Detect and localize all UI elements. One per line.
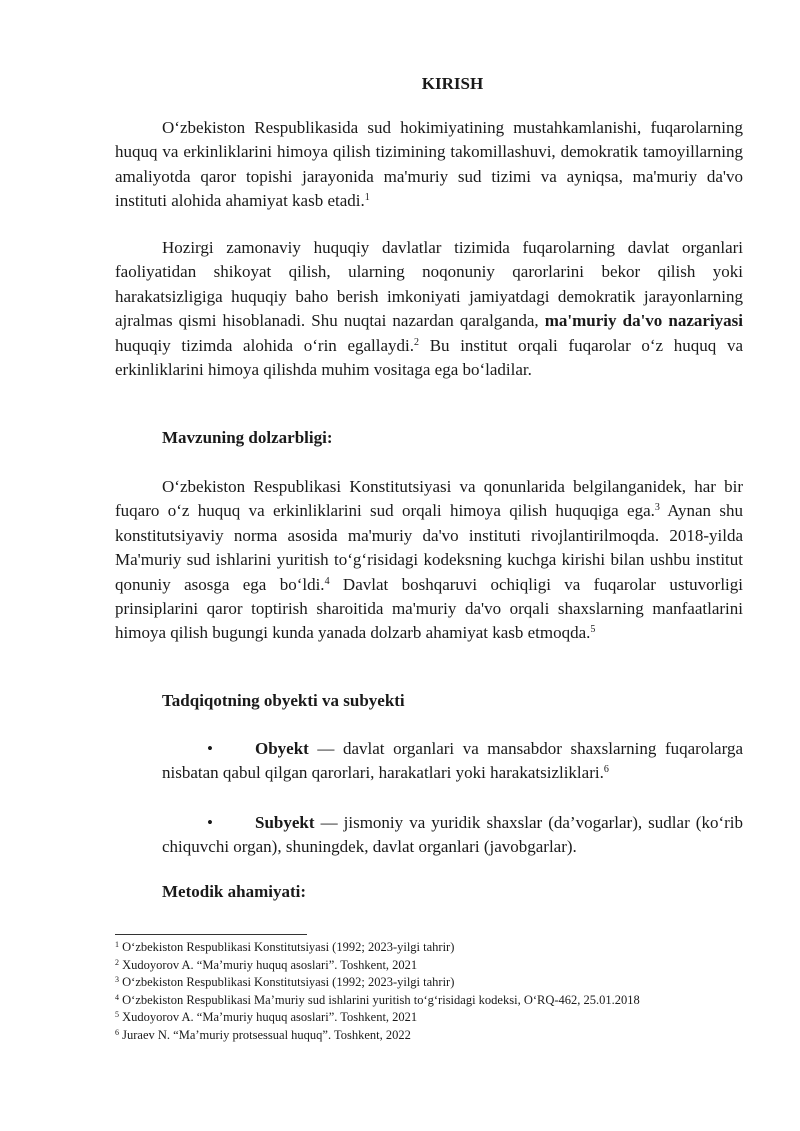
paragraph-text: O‘zbekiston Respublikasida sud hokimiyatining mustahkamlanishi, fuqarolarning huquq va erkinliklarini himoya qilish tizimining takomillashuvi, demokratik tamoyillarning amaliyotda qaror topishi jarayonida ma'muriy sud tizimi va ayniqsa, ma'muriy da'vo instituti alohida ahamiyat kasb etadi. [115, 118, 743, 211]
paragraph-text: Aynan shu konstitutsiyaviy norma asosida ma'muriy da'vo instituti rivojlantirilmoqda. 2018-yilda Ma'muriy sud ishlarini yuritish to‘g‘risidagi kodeksning kuchga kirishi bilan ushbu institut qonuniy asosga ega bo‘ldi. [115, 501, 743, 594]
footnote [115, 939, 755, 957]
bullet-icon: • [207, 813, 213, 832]
footnote [115, 1009, 755, 1027]
footnote-text: Xudoyorov A. “Ma’muriy huquq asoslari”. Toshkent, 2021 [122, 957, 418, 972]
footnote-number: 6 [115, 1027, 119, 1037]
section-heading-object-subject: Tadqiqotning obyekti va subyekti [162, 691, 405, 710]
page-title: KIRISH [421, 74, 484, 93]
paragraph-text: Davlat boshqaruvi ochiqligi va fuqarolar ustuvorligi prinsiplarini qaror toptirish sharoitida ma'muriy da'vo orqali shaxslarning manfaatlarini himoya qilish bugungi kunda yanada dolzarb ahamiyat kasb etmoqda. [115, 574, 743, 643]
footnote [115, 1027, 755, 1045]
footnote-number: 5 [115, 1010, 119, 1020]
list-item-text: — davlat organlari va mansabdor shaxslarning fuqarolarga nisbatan qabul qilgan qarorlari, harakatlari yoki harakatsizliklari. [162, 739, 743, 783]
footnote-number: 3 [115, 975, 119, 985]
footnote [115, 974, 755, 992]
footnotes-list [115, 939, 755, 1045]
intro-paragraph-1 [115, 116, 743, 214]
list-item-text: — jismoniy va yuridik shaxslar (da’vogarlar), sudlar (ko‘rib chiquvchi organ), shuningdek, davlat organlari (javobgarlar). [162, 813, 743, 857]
footnote-text: O‘zbekiston Respublikasi Ma’muriy sud ishlarini yuritish to‘g‘risidagi kodeksi, O‘RQ-462, 25.01.2018 [122, 992, 640, 1007]
footnote [115, 957, 755, 975]
footnote-text: Xudoyorov A. “Ma’muriy huquq asoslari”. Toshkent, 2021 [122, 1010, 418, 1025]
footnote-ref[interactable]: 3 [654, 502, 660, 514]
footnote-ref[interactable]: 1 [364, 192, 370, 204]
list-item-subject [162, 811, 743, 860]
paragraph-text: Hozirgi zamonaviy huquqiy davlatlar tizimida fuqarolarning davlat organlari faoliyatidan shikoyat qilish, ularning noqonuniy qarorlarini bekor qilish yoki harakatsizligiga huquqiy baho berish imkoniyati jamiyatdagi demokratik jarayonlarning ajralmas qismi hisoblanadi. Shu nuqtai nazardan qaralganda, [115, 238, 743, 331]
bold-term: Obyekt [255, 739, 309, 758]
relevance-paragraph [115, 475, 743, 646]
intro-paragraph-2 [115, 236, 743, 382]
paragraph-text: huquqiy tizimda alohida o‘rin egallaydi. [115, 335, 415, 355]
footnote-number: 4 [115, 992, 119, 1002]
footnote-number: 2 [115, 957, 119, 967]
footnote-number: 1 [115, 940, 119, 949]
bullet-icon: • [207, 739, 213, 758]
paragraph-text: O‘zbekiston Respublikasi Konstitutsiyasi va qonunlarida belgilanganidek, har bir fuqaro o‘z huquq va erkinliklarini sud orqali himoya qilish huquqiga ega. [115, 477, 743, 521]
footnote-divider [115, 934, 307, 935]
list-item-object [162, 737, 743, 786]
bold-term: ma'muriy da'vo nazariyasi [544, 311, 743, 331]
footnote-ref[interactable]: 2 [414, 336, 420, 348]
section-heading-method: Metodik ahamiyati: [162, 882, 307, 901]
paragraph-text: Bu institut orqali fuqarolar o‘z huquq va erkinliklarini himoya qilishda muhim vositaga ega bo‘ladilar. [115, 335, 743, 380]
footnote [115, 992, 755, 1010]
footnote-ref[interactable]: 4 [324, 575, 330, 587]
footnote-ref[interactable]: 5 [590, 624, 596, 636]
section-heading-relevance: Mavzuning dolzarbligi: [162, 428, 333, 447]
footnote-text: O‘zbekiston Respublikasi Konstitutsiyasi (1992; 2023-yilgi tahrir) [122, 975, 455, 990]
footnote-text: O‘zbekiston Respublikasi Konstitutsiyasi (1992; 2023-yilgi tahrir) [122, 940, 455, 954]
footnote-ref[interactable]: 6 [603, 764, 609, 776]
footnote-text: Juraev N. “Ma’muriy protsessual huquq”. Toshkent, 2022 [122, 1027, 411, 1042]
bold-term: Subyekt [255, 813, 315, 832]
